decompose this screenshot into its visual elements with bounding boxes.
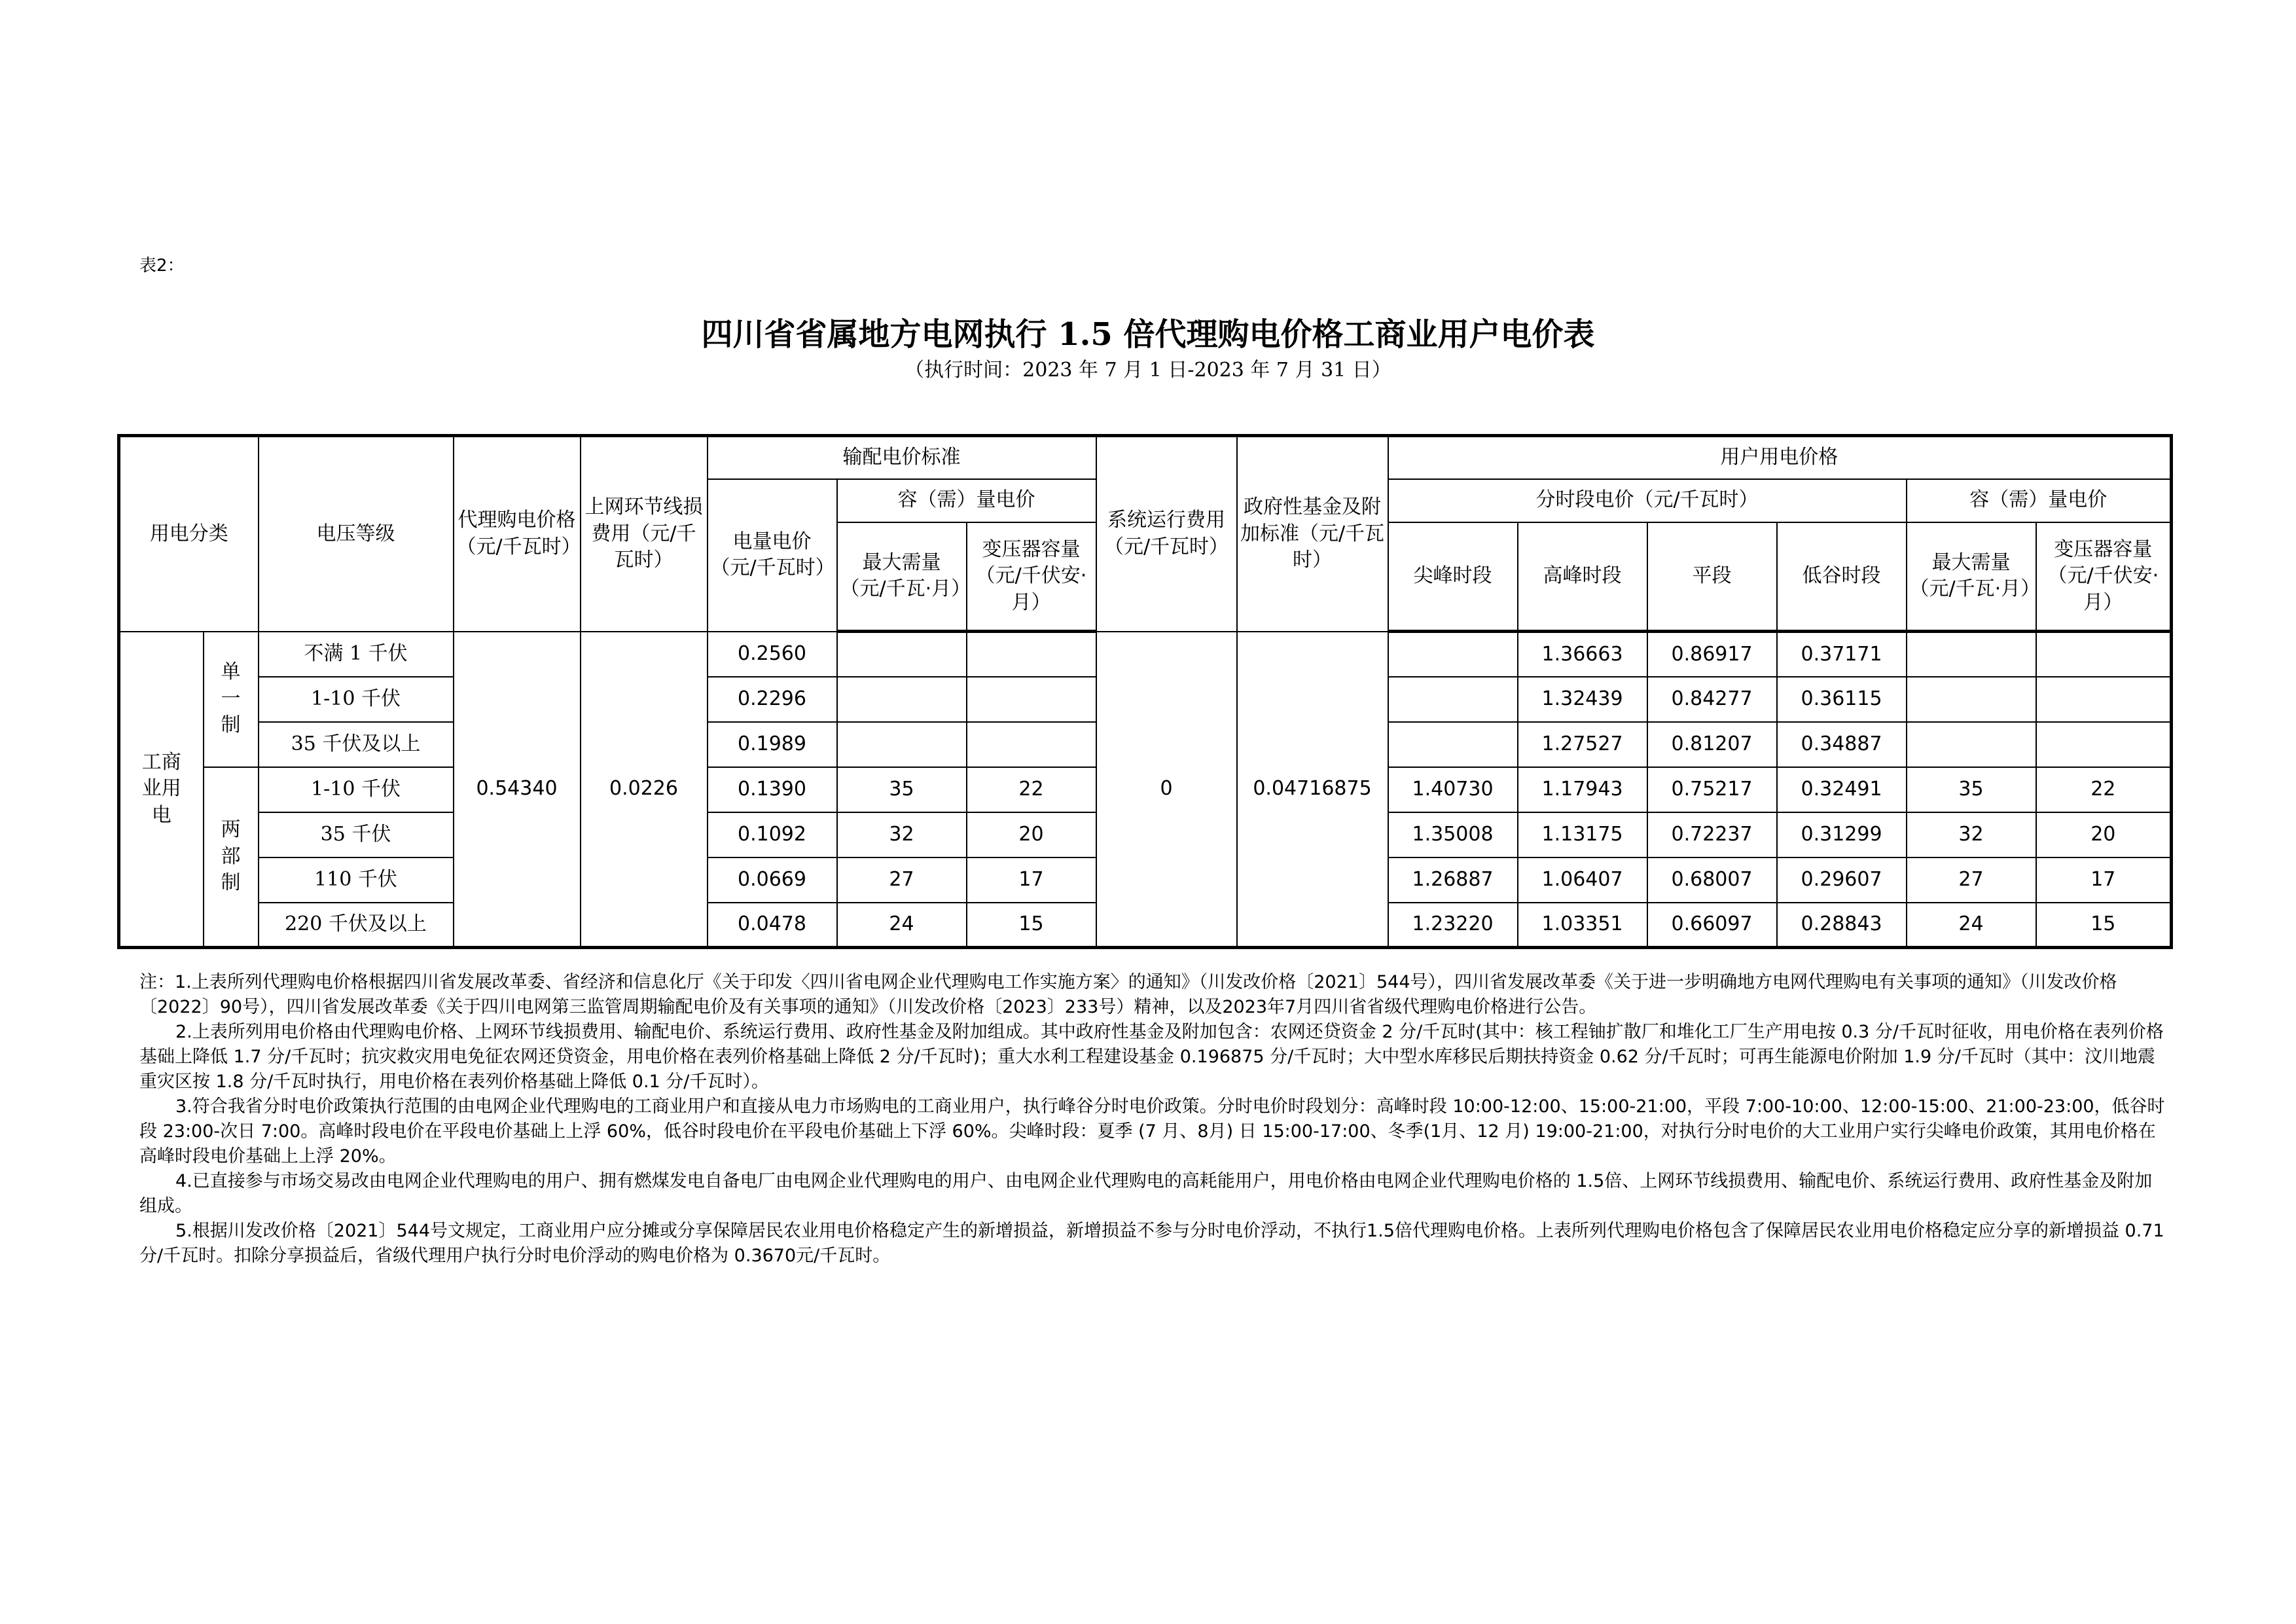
sharp-cell: 1.23220 <box>1388 903 1518 948</box>
note-1: 注：1.上表所列代理购电价格根据四川省发展改革委、省经济和信息化厅《关于印发〈四川省电网企业代理购电工作实施方案〉的通知》（川发改价格〔2021〕544号），四川省发展改革委《关于进一步明确地方电网代理购电有关事项的通知》（川发改价格〔2022〕90号），四川省发展改革委《关于四川电网第三监管周期输配电价及有关事项的通知》（川发改价格〔2023〕233号）精神，以及2023年7月四川省省级代理购电价格进行公告。 <box>139 972 2117 1017</box>
category-label: 工商业用电 <box>141 750 181 827</box>
single-part-label: 单一制 <box>221 660 241 737</box>
note-2: 2.上表所列用电价格由代理购电价格、上网环节线损费用、输配电价、系统运行费用、政府性基金及附加组成。其中政府性基金及附加包含：农网还贷资金 2 分/千瓦时(其中：核工程铀扩散厂和堆化工厂生产用电按 0.3 分/千瓦时征收，用电价格在表列价格基础上降低 1.7 分/千瓦时；抗灾救灾用电免征农网还贷资金，用电价格在表列价格基础上降低 2 分/千瓦时)；重大水利工程建设基金 0.196875 分/千瓦时；大中型水库移民后期扶持资金 0.62 分/千瓦时；可再生能源电价附加 1.9 分/千瓦时（其中：汶川地震重灾区按 1.8 分/千瓦时执行，用电价格在表列价格基础上降低 0.1 分/千瓦时）。 <box>139 1022 2164 1092</box>
header-category: 用电分类 <box>119 436 259 632</box>
flat-cell: 0.86917 <box>1647 632 1777 677</box>
user-max-demand-cell: 24 <box>1907 903 2036 948</box>
user-transformer-cell: 17 <box>2036 857 2172 903</box>
header-system-fee: 系统运行费用（元/千瓦时） <box>1096 436 1237 632</box>
header-valley: 低谷时段 <box>1777 522 1907 632</box>
header-peak-sharp: 尖峰时段 <box>1388 522 1518 632</box>
user-max-demand-cell <box>1907 722 2036 767</box>
sharp-cell: 1.35008 <box>1388 812 1518 857</box>
voltage-cell: 1-10 千伏 <box>259 767 454 812</box>
price-table <box>117 434 2173 949</box>
max-demand-cell: 27 <box>837 857 967 903</box>
peak-cell: 1.03351 <box>1518 903 1647 948</box>
user-transformer-cell <box>2036 722 2172 767</box>
agency-price-cell: 0.54340 <box>454 632 581 948</box>
header-agency-price: 代理购电价格（元/千瓦时） <box>454 436 581 632</box>
header-transmission: 输配电价标准 <box>708 436 1096 479</box>
voltage-cell: 35 千伏及以上 <box>259 722 454 767</box>
energy-price-cell: 0.1989 <box>708 722 837 767</box>
valley-cell: 0.31299 <box>1777 812 1907 857</box>
transformer-cell <box>967 722 1096 767</box>
transformer-cell: 15 <box>967 903 1096 948</box>
header-user-transformer: 变压器容量（元/千伏安·月） <box>2036 522 2172 632</box>
user-transformer-cell: 20 <box>2036 812 2172 857</box>
header-energy-price: 电量电价（元/千瓦时） <box>708 479 837 632</box>
two-part-cell <box>204 767 259 948</box>
header-user-max-demand: 最大需量（元/千瓦·月） <box>1907 522 2036 632</box>
user-max-demand-cell: 32 <box>1907 812 2036 857</box>
voltage-cell: 1-10 千伏 <box>259 677 454 722</box>
max-demand-cell: 35 <box>837 767 967 812</box>
transformer-cell: 20 <box>967 812 1096 857</box>
flat-cell: 0.68007 <box>1647 857 1777 903</box>
transformer-cell: 22 <box>967 767 1096 812</box>
user-max-demand-cell <box>1907 677 2036 722</box>
peak-cell: 1.32439 <box>1518 677 1647 722</box>
flat-cell: 0.81207 <box>1647 722 1777 767</box>
transformer-cell <box>967 632 1096 677</box>
voltage-cell: 不满 1 千伏 <box>259 632 454 677</box>
single-part-cell <box>204 632 259 767</box>
two-part-label: 两部制 <box>221 818 241 894</box>
max-demand-cell: 24 <box>837 903 967 948</box>
header-transformer: 变压器容量（元/千伏安·月） <box>967 522 1096 632</box>
valley-cell: 0.32491 <box>1777 767 1907 812</box>
header-capacity-price: 容（需）量电价 <box>837 479 1096 522</box>
valley-cell: 0.29607 <box>1777 857 1907 903</box>
energy-price-cell: 0.2296 <box>708 677 837 722</box>
peak-cell: 1.06407 <box>1518 857 1647 903</box>
user-transformer-cell <box>2036 677 2172 722</box>
flat-cell: 0.75217 <box>1647 767 1777 812</box>
sharp-cell: 1.40730 <box>1388 767 1518 812</box>
user-max-demand-cell: 35 <box>1907 767 2036 812</box>
max-demand-cell <box>837 632 967 677</box>
peak-cell: 1.36663 <box>1518 632 1647 677</box>
loss-fee-cell: 0.0226 <box>581 632 708 948</box>
gov-fund-cell: 0.04716875 <box>1237 632 1388 948</box>
valley-cell: 0.36115 <box>1777 677 1907 722</box>
note-3: 3.符合我省分时电价政策执行范围的由电网企业代理购电的工商业用户和直接从电力市场购电的工商业用户，执行峰谷分时电价政策。分时电价时段划分：高峰时段 10:00-12:00、15:00-21:00，平段 7:00-10:00、12:00-15:00、21:00-23:00，低谷时段 23:00-次日 7:00。高峰时段电价在平段电价基础上上浮 60%，低谷时段电价在平段电价基础上下浮 60%。尖峰时段：夏季 (7 月、8月) 日 15:00-17:00、冬季(1月、12 月) 19:00-21:00，对执行分时电价的大工业用户实行尖峰电价政策，其用电价格在高峰时段电价基础上上浮 20%。 <box>139 1096 2165 1166</box>
page-title: 四川省省属地方电网执行 1.5 倍代理购电价格工商业用户电价表 <box>701 316 1595 353</box>
user-max-demand-cell <box>1907 632 2036 677</box>
valley-cell: 0.34887 <box>1777 722 1907 767</box>
max-demand-cell <box>837 722 967 767</box>
category-cell <box>119 632 204 948</box>
voltage-cell: 110 千伏 <box>259 857 454 903</box>
header-user-capacity: 容（需）量电价 <box>1907 479 2172 522</box>
sharp-cell <box>1388 677 1518 722</box>
user-transformer-cell: 22 <box>2036 767 2172 812</box>
energy-price-cell: 0.2560 <box>708 632 837 677</box>
header-loss-fee: 上网环节线损费用（元/千瓦时） <box>581 436 708 632</box>
transformer-cell <box>967 677 1096 722</box>
energy-price-cell: 0.1390 <box>708 767 837 812</box>
header-flat: 平段 <box>1647 522 1777 632</box>
max-demand-cell: 32 <box>837 812 967 857</box>
transformer-cell: 17 <box>967 857 1096 903</box>
header-tou: 分时段电价（元/千瓦时） <box>1388 479 1907 522</box>
sharp-cell <box>1388 722 1518 767</box>
header-peak: 高峰时段 <box>1518 522 1647 632</box>
header-user-price: 用户用电价格 <box>1388 436 2172 479</box>
valley-cell: 0.28843 <box>1777 903 1907 948</box>
peak-cell: 1.17943 <box>1518 767 1647 812</box>
header-gov-fund: 政府性基金及附加标准（元/千瓦时） <box>1237 436 1388 632</box>
user-transformer-cell: 15 <box>2036 903 2172 948</box>
voltage-cell: 220 千伏及以上 <box>259 903 454 948</box>
user-max-demand-cell: 27 <box>1907 857 2036 903</box>
note-5: 5.根据川发改价格〔2021〕544号文规定，工商业用户应分摊或分享保障居民农业用电价格稳定产生的新增损益，新增损益不参与分时电价浮动，不执行1.5倍代理购电价格。上表所列代理购电价格包含了保障居民农业用电价格稳定应分享的新增损益 0.71分/千瓦时。扣除分享损益后，省级代理用户执行分时电价浮动的购电价格为 0.3670元/千瓦时。 <box>139 1221 2164 1266</box>
peak-cell: 1.27527 <box>1518 722 1647 767</box>
user-transformer-cell <box>2036 632 2172 677</box>
table-label: 表2： <box>139 256 185 276</box>
energy-price-cell: 0.0669 <box>708 857 837 903</box>
voltage-cell: 35 千伏 <box>259 812 454 857</box>
peak-cell: 1.13175 <box>1518 812 1647 857</box>
energy-price-cell: 0.0478 <box>708 903 837 948</box>
system-fee-cell: 0 <box>1096 632 1237 948</box>
table-row <box>119 632 2172 677</box>
page-subtitle: （执行时间：2023 年 7 月 1 日-2023 年 7 月 31 日） <box>905 359 1391 382</box>
sharp-cell: 1.26887 <box>1388 857 1518 903</box>
notes-section <box>139 970 2168 1269</box>
sharp-cell <box>1388 632 1518 677</box>
header-max-demand: 最大需量（元/千瓦·月） <box>837 522 967 632</box>
energy-price-cell: 0.1092 <box>708 812 837 857</box>
valley-cell: 0.37171 <box>1777 632 1907 677</box>
note-4: 4.已直接参与市场交易改由电网企业代理购电的用户、拥有燃煤发电自备电厂由电网企业代理购电的用户、由电网企业代理购电的高耗能用户，用电价格由电网企业代理购电价格的 1.5倍、上网环节线损费用、输配电价、系统运行费用、政府性基金及附加组成。 <box>139 1171 2153 1216</box>
flat-cell: 0.84277 <box>1647 677 1777 722</box>
flat-cell: 0.66097 <box>1647 903 1777 948</box>
header-voltage: 电压等级 <box>259 436 454 632</box>
flat-cell: 0.72237 <box>1647 812 1777 857</box>
max-demand-cell <box>837 677 967 722</box>
